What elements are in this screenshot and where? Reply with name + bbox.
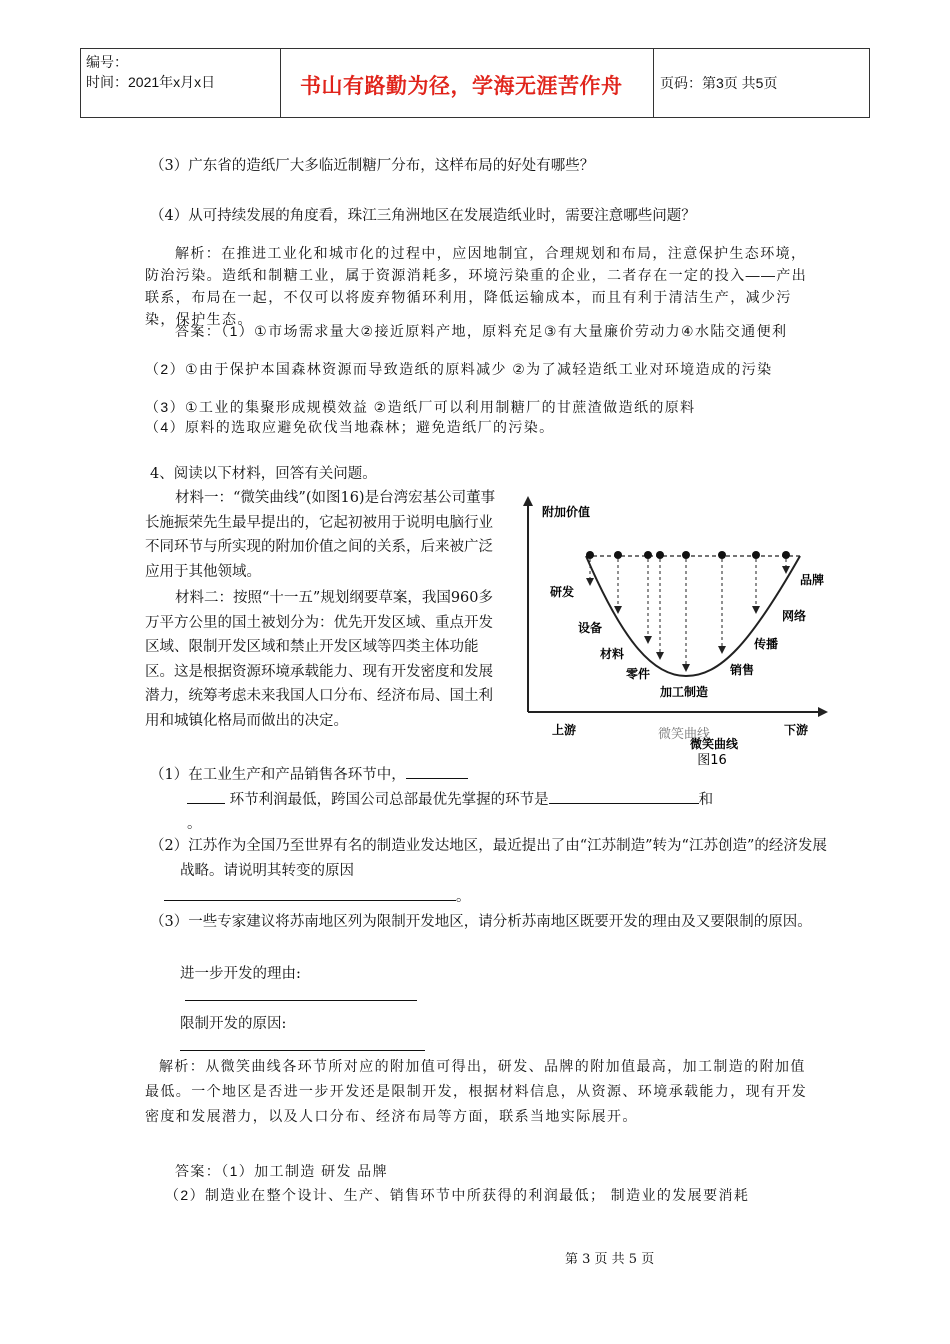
header-page-number: 页码：第3页 共5页: [660, 75, 778, 91]
question-4-intro: 4、阅读以下材料，回答有关问题。: [150, 466, 377, 482]
stage-label-marketing: 传播: [754, 637, 779, 651]
sub-question-1-end: 。: [187, 816, 202, 832]
material-2: 材料二：按照“十一五”规划纲要草案，我国960多万平方公里的国土被划分为：优先开发区域、重点开发区域、限制开发区域和禁止开发区域等四类主体功能区。这是根据资源环境承载能力、现有开发密度和发展潜力，统筹考虑未来我国人口分布、经济布局、国土利用和城镇化格局而做出的决定。: [145, 590, 493, 729]
downstream-label: 下游: [784, 723, 809, 737]
limit-reason-label: 限制开发的原因:: [180, 1016, 287, 1032]
header-divider: [80, 48, 81, 118]
answer-blank[interactable]: [549, 787, 699, 804]
analysis-paragraph: 解析：在推进工业化和城市化的过程中，应因地制宜，合理规划和布局，注意保护生态环境，防治污染。造纸和制糖工业，属于资源消耗多，环境污染重的企业，二者存在一定的投入——产出联系，布局在一起，不仅可以将废弃物循环利用，降低运输成本，而且有利于清洁生产，减少污染，保护生态。: [145, 245, 808, 327]
answer-line-2: （2）①由于保护本国森林资源而导致造纸的原料减少 ②为了减轻造纸工业对环境造成的污染: [145, 361, 773, 377]
stage-label-rd: 研发: [550, 585, 575, 599]
develop-reason-label: 进一步开发的理由:: [180, 966, 301, 982]
figure-title: 微笑曲线: [689, 737, 739, 751]
header-motto: 书山有路勤为径，学海无涯苦作舟: [300, 73, 623, 98]
curve-dot: [782, 551, 790, 559]
curve-dot: [682, 551, 690, 559]
smile-curve-figure: [514, 494, 832, 770]
curve-dot: [586, 551, 594, 559]
sub-question-1-and: 和: [698, 792, 714, 808]
sub-question-1-text: （1）在工业生产和产品销售各环节中，: [150, 767, 406, 783]
question-part-3: （3）广东省的造纸厂大多临近制糖厂分布，这样布局的好处有哪些？: [150, 158, 595, 174]
sub-question-1-text-2: 环节利润最低，跨国公司总部最优先掌握的环节是: [229, 792, 549, 808]
sub-question-2: （2）江苏作为全国乃至世界有名的制造业发达地区，最近提出了由“江苏制造”转为“江苏创造”的经济发展战略。请说明其转变的原因: [150, 838, 827, 879]
curve-dot: [656, 551, 664, 559]
y-axis-label: 附加价值: [542, 505, 591, 519]
sub-question-2-blank-line: [164, 884, 471, 906]
curve-dot: [614, 551, 622, 559]
sub-question-1-cont: [187, 787, 713, 809]
stage-label-parts: 零件: [626, 667, 651, 681]
stage-label-brand: 品牌: [800, 573, 825, 587]
sub-question-3: （3）一些专家建议将苏南地区列为限制开发地区，请分析苏南地区既要开发的理由及又要限制的原因。: [150, 914, 812, 930]
answer-blank[interactable]: [164, 884, 456, 901]
header-top-rule: [80, 48, 870, 49]
stage-label-manufacturing: 加工制造: [660, 685, 709, 699]
time-label: 时间：2021年x月x日: [86, 74, 216, 90]
answer-blank[interactable]: [406, 762, 468, 779]
header-divider: [280, 48, 281, 118]
answer-line-4: （4）原料的选取应避免砍伐当地森林；避免造纸厂的污染。: [145, 419, 555, 435]
answer-line-3: （3）①工业的集聚形成规模效益 ②造纸厂可以利用制糖厂的甘蔗渣做造纸的原料: [145, 399, 696, 415]
header-meta: [86, 52, 215, 92]
curve-dot: [718, 551, 726, 559]
answer-blank[interactable]: [187, 787, 225, 804]
question-part-4: （4）从可持续发展的角度看，珠江三角洲地区在发展造纸业时，需要注意哪些问题？: [150, 208, 696, 224]
header-bottom-rule: [80, 117, 870, 118]
figure-title-overlay: 微笑曲线: [657, 727, 711, 742]
stage-label-network: 网络: [782, 609, 807, 623]
stage-label-sales: 销售: [730, 663, 755, 677]
header-divider: [869, 48, 870, 118]
material-1: 材料一：“微笑曲线”(如图16)是台湾宏基公司董事长施振荣先生最早提出的，它起初被用于说明电脑行业不同环节与所实现的附加价值之间的关系，后来被广泛应用于其他领域。: [145, 490, 496, 580]
header-divider: [653, 48, 654, 118]
sub-question-2-end: 。: [456, 889, 471, 905]
figure-caption: 图16: [697, 753, 727, 768]
stage-label-equipment: 设备: [578, 621, 603, 635]
q4-answer-1: 答案：（1）加工制造 研发 品牌: [175, 1163, 388, 1179]
sub-question-1: [150, 762, 468, 784]
serial-label: 编号：: [86, 54, 128, 70]
page-header: [80, 48, 870, 118]
y-axis-arrow-icon: [523, 496, 533, 506]
q4-analysis: 解析：从微笑曲线各环节所对应的附加值可得出，研发、品牌的附加值最高，加工制造的附加值最低。一个地区是否进一步开发还是限制开发，根据材料信息，从资源、环境承载能力，现有开发密度和发展潜力，以及人口分布、经济布局等方面，联系当地实际展开。: [145, 1058, 808, 1124]
x-axis-arrow-icon: [818, 707, 828, 717]
develop-reason-blank[interactable]: [185, 1000, 417, 1001]
curve-dot: [752, 551, 760, 559]
page-footer: 第 3 页 共 5 页: [565, 1252, 655, 1267]
limit-reason-blank[interactable]: [180, 1050, 425, 1051]
curve-dot: [644, 551, 652, 559]
answer-line-1: 答案：（1）①市场需求量大②接近原料产地，原料充足③有大量廉价劳动力④水陆交通便利: [175, 323, 788, 339]
q4-answer-2: （2）制造业在整个设计、生产、销售环节中所获得的利润最低； 制造业的发展要消耗: [165, 1187, 750, 1203]
upstream-label: 上游: [552, 723, 577, 737]
stage-label-materials: 材料: [600, 647, 625, 661]
